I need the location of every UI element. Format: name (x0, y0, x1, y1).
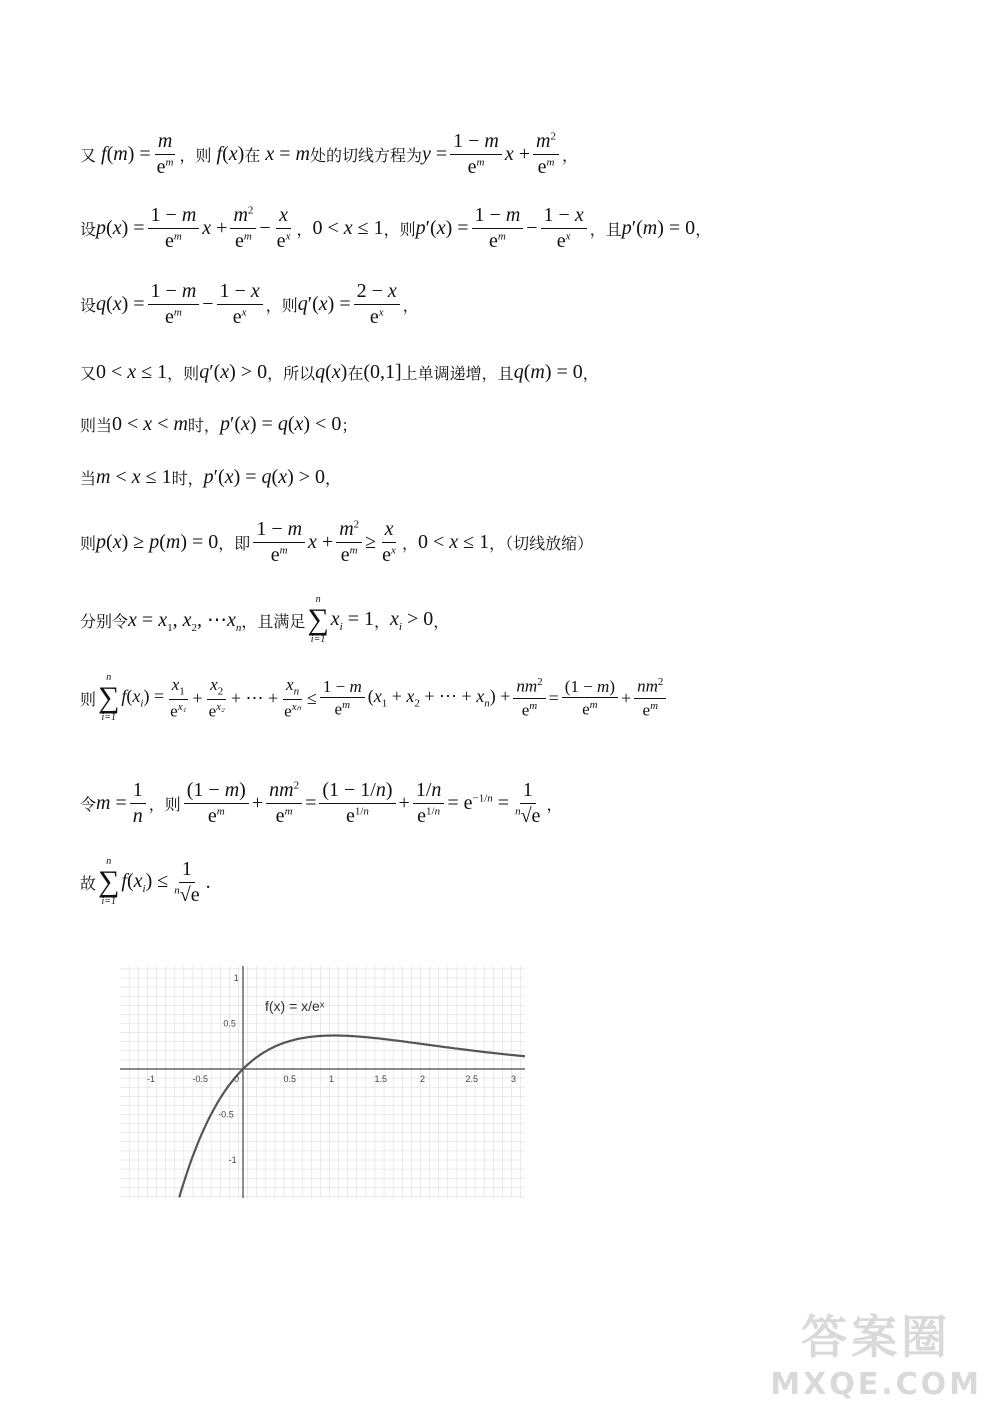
y-tick-label: -0.5 (218, 1109, 234, 1120)
watermark-top: 答案圈 (801, 1310, 952, 1364)
line-2: 设 p(x) = $\frac{1 - m}{e^m}$ x + $\frac{m^2}{e^m}$ − $\frac{x}{e^x}$ ， 0 < x ≤ 1 ，则 p′(x) = $\frac{1 - m}{e^m}$ − $\frac{1 - x}{e^x}$ ，且 p′(m) = 0 ， (80, 203, 712, 252)
line-9: 则 n ∑ i=1 $f(x_i)$ = $\frac{x_1}{e^{x_1}}$ + $\frac{x_2}{e^{x_2}}$ + ⋯ + $\frac{x_n}{e^{x_n}}$ ≤ $\frac{1 - m}{e^m}$ ($x_1 + x_2$ + ⋯ + $x_n$) + $\frac{nm^2}{e^m}$ = $\frac{(1 - m)}{e^m}$ + $\frac{nm^2}{e^m}$ (80, 666, 940, 730)
line-4: 又 0 < x ≤ 1 ，则 q′(x) > 0 ，所以 q(x) 在 (0,1] 上单调递增，且 q(m) = 0 ， (80, 360, 599, 383)
line-1: 又 f(m) = $\frac{m}{e^m}$ ，则 f(x) 在 x = m 处的切线方程为 y = $\frac{1 - m}{e^m}$ x + $\frac{m^2}{e^m}$ ， (80, 129, 579, 178)
y-tick-label: -1 (228, 1155, 237, 1165)
graph-title: f(x) = x/eˣ (265, 998, 325, 1014)
line-5: 则当 0 < x < m 时， p′(x) = q(x) < 0 ； (80, 412, 358, 435)
x-tick-label: -1 (147, 1074, 156, 1084)
line-7: 则 p(x) ≥ p(m) = 0 ，即 $\frac{1 - m}{e^m}$ x + $\frac{m^2}{e^m}$ ≥ $\frac{x}{e^x}$ ， 0 < x ≤ 1 ，（切线放缩） (80, 517, 594, 566)
line-6: 当 m < x ≤ 1 时， p′(x) = q(x) > 0 ， (80, 465, 342, 488)
y-tick-label: 0.5 (223, 1018, 236, 1029)
watermark (770, 1301, 982, 1402)
line-10: 令 m = $\frac{1}{n}$ ，则 $\frac{(1 - m)}{e^m}$ + $\frac{nm^2}{e^m}$ = $\frac{(1 - 1/n)}{e^{1/n}}$ + $\frac{1/n}{e^{1/n}}$ = $e^{-1/n}$ = $\frac{1}{^n√e}$ ， (80, 778, 563, 827)
function-graph (120, 966, 525, 1198)
x-tick-label: 0 (234, 1074, 240, 1084)
line-3: 设 q(x) = $\frac{1 - m}{e^m}$ − $\frac{1 - x}{e^x}$ ，则 q′(x) = $\frac{2 - x}{e^x}$ ， (80, 279, 419, 328)
y-tick-label: 1 (233, 973, 239, 983)
x-tick-label: 0.5 (283, 1074, 297, 1084)
line-8: 分别令 $x = x_1$, $x_2$, $\cdots x_n$ ，且满足 n ∑ i=1 $x_i = 1$ ， $x_i > 0$ ， (80, 594, 450, 645)
x-tick-label: 2.5 (465, 1074, 479, 1084)
x-tick-label: 1 (329, 1074, 335, 1084)
x-tick-label: 1.5 (374, 1074, 388, 1084)
x-tick-label: 3 (511, 1074, 517, 1084)
watermark-bottom: MXQE.COM (770, 1367, 982, 1402)
x-tick-label: -0.5 (192, 1074, 209, 1084)
x-tick-label: 2 (420, 1074, 426, 1084)
line-11: 故 n ∑ i=1 $f(x_i)$ ≤ $\frac{1}{^n√e}$ . (80, 856, 211, 907)
